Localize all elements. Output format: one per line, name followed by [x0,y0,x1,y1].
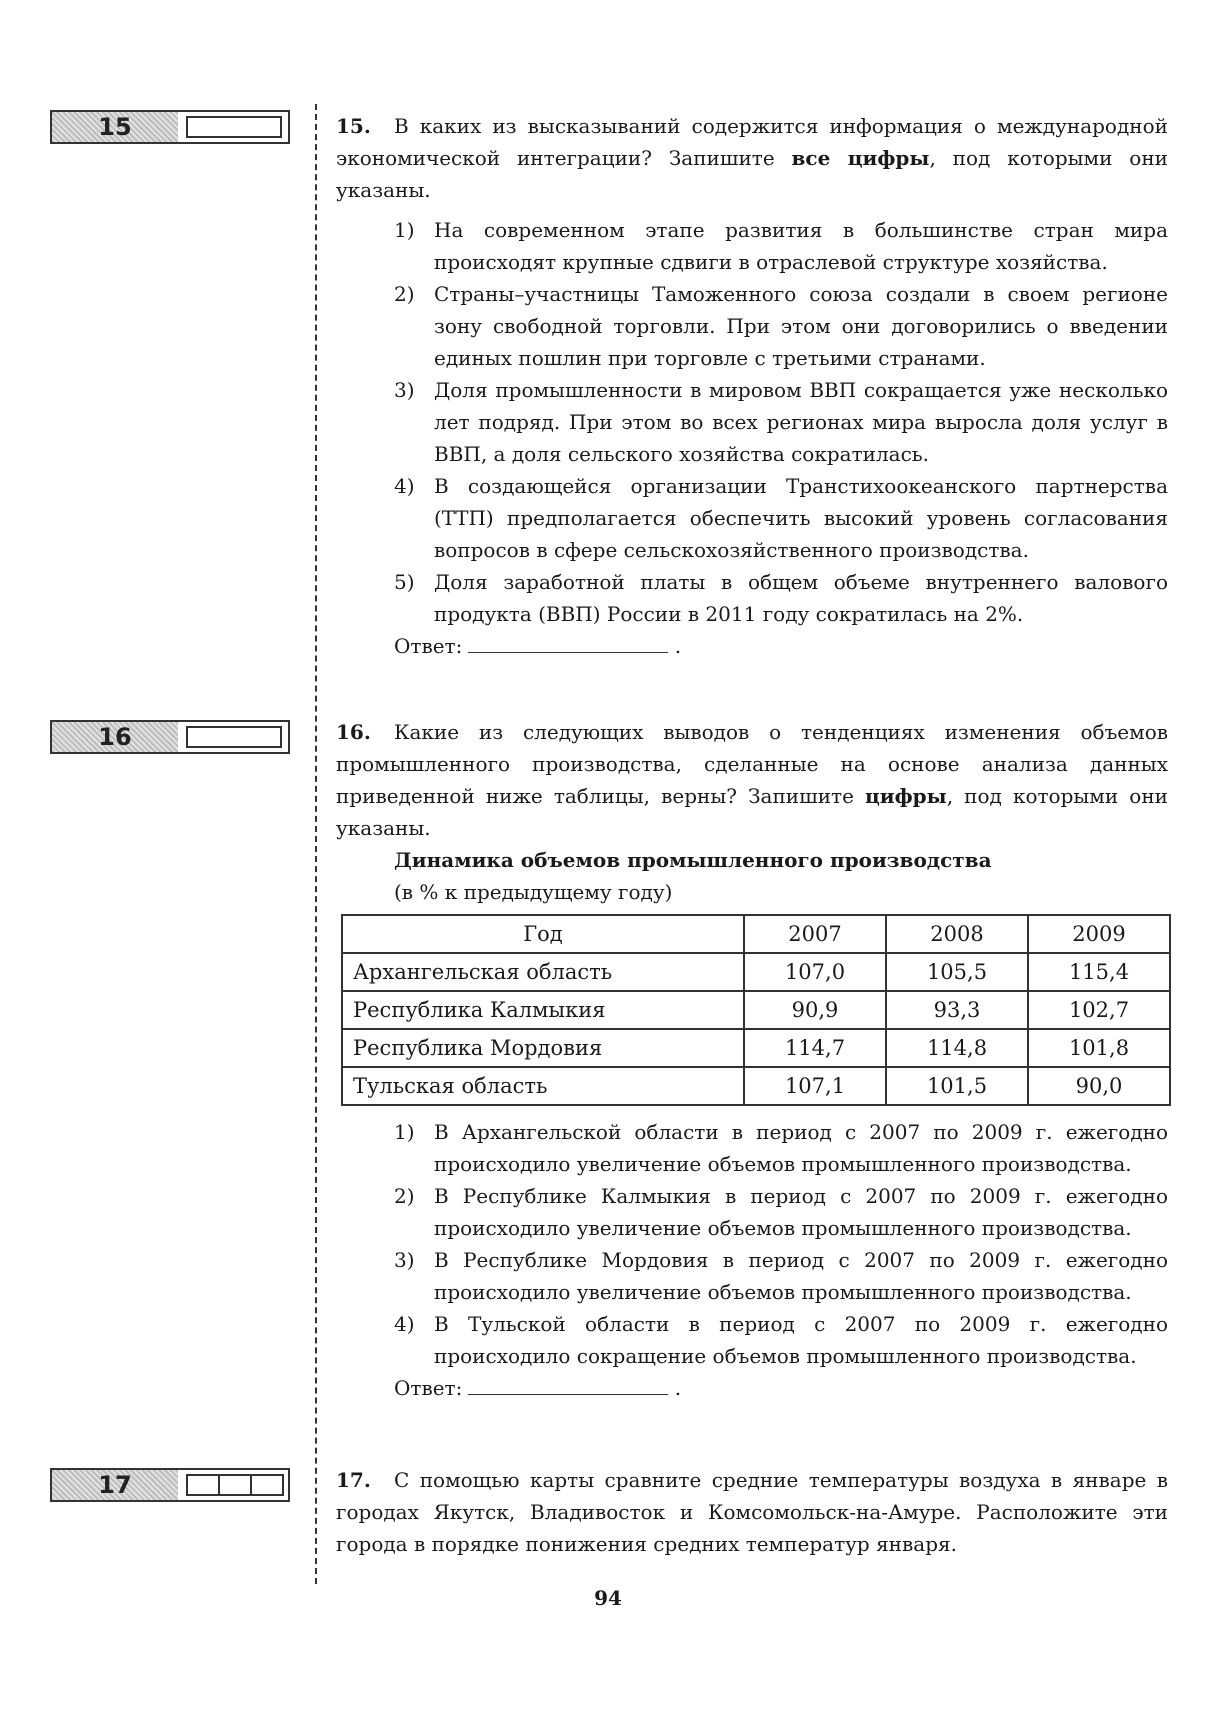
answer-end: . [674,634,682,658]
intro-text-end: , под которыми они указаны. [336,784,1168,840]
answer-box-15 [50,110,290,144]
intro-bold: цифры [865,784,947,808]
region-cell: Архангельская область [342,953,744,991]
answer-line [336,1372,1168,1404]
answer-cell[interactable] [186,116,282,138]
option-text: В Республике Мордовия в период с 2007 по 2009 г. ежегодно происходило увеличение объемов промышленного производства. [434,1248,1168,1304]
answer-cell[interactable] [250,1474,284,1496]
table-row [342,1029,1170,1067]
header-cell: 2007 [744,915,886,953]
table-row [342,1067,1170,1105]
option-number: 4) [394,474,415,498]
answer-blank[interactable] [468,630,668,653]
value-cell: 114,8 [886,1029,1028,1067]
answer-cell[interactable] [186,726,282,748]
answer-line [336,630,1168,662]
option-item [336,566,1168,630]
table-header-row [342,915,1170,953]
table-subtitle: (в % к предыдущему году) [394,880,673,904]
value-cell: 114,7 [744,1029,886,1067]
value-cell: 101,8 [1028,1029,1170,1067]
region-cell: Республика Мордовия [342,1029,744,1067]
option-item [336,374,1168,470]
task-intro [336,1464,1168,1560]
option-text: В Республике Калмыкия в период с 2007 по 2009 г. ежегодно происходило увеличение объемов промышленного производства. [434,1184,1168,1240]
cut-line [315,104,317,1584]
option-item [336,1308,1168,1372]
option-number: 1) [394,1120,415,1144]
answer-label: Ответ: [394,1376,463,1400]
task-17 [336,1464,1168,1560]
option-number: 2) [394,1184,415,1208]
option-number: 3) [394,1248,415,1272]
option-number: 4) [394,1312,415,1336]
table-title: Динамика объемов промышленного производства [394,848,992,872]
option-text: Доля промышленности в мировом ВВП сокращается уже несколько лет подряд. При этом во всех регионах мира выросла доля услуг в ВВП, а доля сельского хозяйства сократилась. [434,378,1168,466]
region-cell: Республика Калмыкия [342,991,744,1029]
option-item [336,1244,1168,1308]
value-cell: 115,4 [1028,953,1170,991]
task-number: 15. [336,114,371,138]
option-text: В Архангельской области в период с 2007 по 2009 г. ежегодно происходило увеличение объемов промышленного производства. [434,1120,1168,1176]
task-intro [336,716,1168,844]
box-number: 17 [52,1470,178,1500]
table-row [342,991,1170,1029]
task-number: 16. [336,720,371,744]
value-cell: 90,9 [744,991,886,1029]
region-cell: Тульская область [342,1067,744,1105]
answer-cell[interactable] [186,1474,220,1496]
task-number: 17. [336,1468,371,1492]
intro-text: Какие из следующих выводов о тенденциях изменения объемов промышленного производства, сделанные на основе анализа данных приведенной ниже таблицы, верны? Запишите [336,720,1168,808]
answer-end: . [674,1376,682,1400]
header-cell: 2008 [886,915,1028,953]
answer-cell[interactable] [218,1474,252,1496]
value-cell: 107,1 [744,1067,886,1105]
value-cell: 105,5 [886,953,1028,991]
task-intro [336,110,1168,206]
option-text: Доля заработной платы в общем объеме внутреннего валового продукта (ВВП) России в 2011 году сократилась на 2%. [434,570,1168,626]
box-number: 16 [52,722,178,752]
page-number: 94 [594,1586,622,1610]
header-cell: Год [342,915,744,953]
value-cell: 101,5 [886,1067,1028,1105]
task-15 [336,110,1168,662]
option-text: На современном этапе развития в большинстве стран мира происходят крупные сдвиги в отраслевой структуре хозяйства. [434,218,1168,274]
option-text: В создающейся организации Транстихоокеанского партнерства (ТТП) предполагается обеспечить высокий уровень согласования вопросов в сфере сельскохозяйственного производства. [434,474,1168,562]
intro-text-end: , под которыми они указаны. [336,146,1168,202]
answer-cells [186,1474,282,1496]
intro-bold: все цифры [791,146,930,170]
option-number: 3) [394,378,415,402]
value-cell: 102,7 [1028,991,1170,1029]
option-text: Страны–участницы Таможенного союза создали в своем регионе зону свободной торговли. При этом они договорились о введении единых пошлин при торговле с третьими странами. [434,282,1168,370]
box-number: 15 [52,112,178,142]
option-item [336,278,1168,374]
answer-box-16 [50,720,290,754]
answer-blank[interactable] [468,1372,668,1395]
table-row [342,953,1170,991]
value-cell: 90,0 [1028,1067,1170,1105]
option-number: 5) [394,570,415,594]
option-item [336,1116,1168,1180]
intro-text: В каких из высказываний содержится информация о международной экономической интеграции? Запишите [336,114,1168,170]
answer-label: Ответ: [394,634,463,658]
option-item [336,1180,1168,1244]
header-cell: 2009 [1028,915,1170,953]
intro-text: С помощью карты сравните средние температуры воздуха в январе в городах Якутск, Владивосток и Комсомольск-на-Амуре. Расположите эти города в порядке понижения средних температур января. [336,1468,1168,1556]
value-cell: 93,3 [886,991,1028,1029]
option-item [336,470,1168,566]
data-table [341,914,1171,1106]
option-number: 1) [394,218,415,242]
task-16 [336,716,1168,1404]
option-number: 2) [394,282,415,306]
answer-box-17 [50,1468,290,1502]
option-text: В Тульской области в период с 2007 по 2009 г. ежегодно происходило сокращение объемов промышленного производства. [434,1312,1168,1368]
value-cell: 107,0 [744,953,886,991]
option-item [336,214,1168,278]
